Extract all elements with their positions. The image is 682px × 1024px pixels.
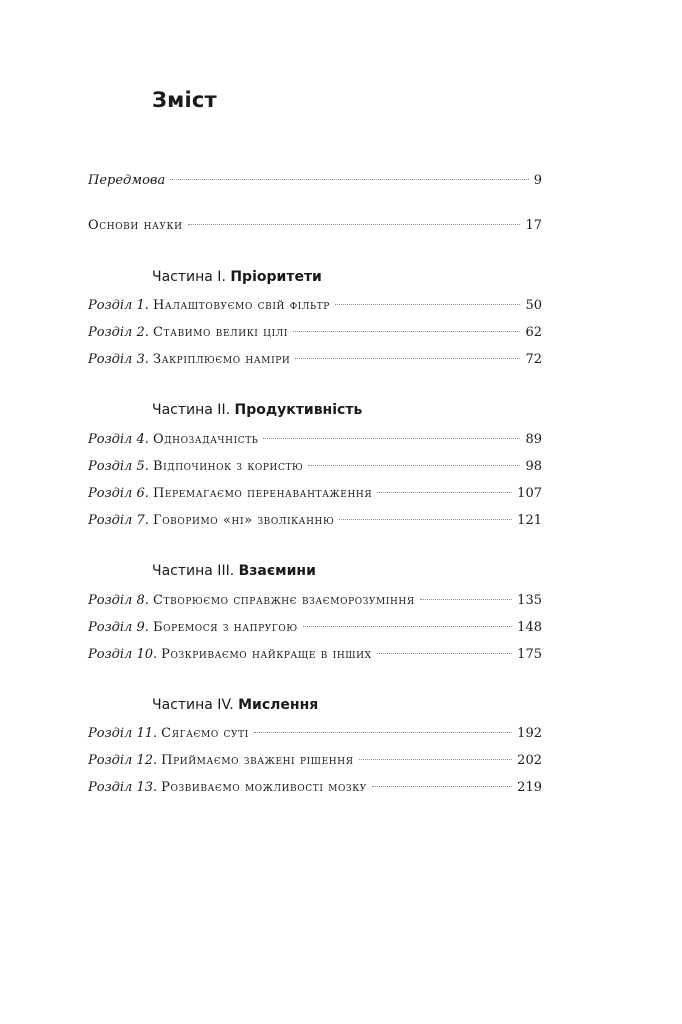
toc-entry-page: 135 (517, 593, 542, 608)
toc-entry-title: Налаштовуємо свій фільтр (153, 298, 330, 313)
part-heading-4[interactable] (152, 697, 318, 713)
toc-entry-label: Розділ 3. (88, 352, 149, 367)
toc-entry-chapter-12[interactable] (88, 751, 542, 771)
dot-leader (188, 224, 521, 225)
toc-entry-page: 17 (525, 218, 542, 233)
toc-entry-title: Створюємо справжнє взаєморозуміння (153, 593, 415, 608)
dot-leader (372, 786, 512, 787)
dot-leader (339, 519, 512, 520)
toc-entry-label: Розділ 6. (88, 486, 149, 501)
toc-entry-science-basics[interactable] (88, 216, 542, 236)
toc-entry-chapter-4[interactable] (88, 430, 542, 450)
dot-leader (377, 653, 513, 654)
toc-entry-page: 202 (517, 753, 542, 768)
part-name: Взаємини (238, 563, 316, 579)
part-name: Продуктивність (234, 402, 363, 418)
dot-leader (170, 179, 529, 180)
dot-leader (308, 465, 520, 466)
part-name: Пріоритети (230, 269, 322, 285)
part-heading-2[interactable] (152, 402, 362, 418)
toc-entry-label: Розділ 12. (88, 753, 158, 768)
dot-leader (377, 492, 512, 493)
toc-entry-chapter-7[interactable] (88, 511, 542, 531)
toc-entry-label: Розділ 2. (88, 325, 149, 340)
page-title: Зміст (152, 88, 217, 112)
dot-leader (303, 626, 512, 627)
toc-entry-label: Розділ 8. (88, 593, 149, 608)
part-number: Частина IV. (152, 697, 234, 713)
toc-entry-page: 121 (517, 513, 542, 528)
part-number: Частина III. (152, 563, 235, 579)
toc-entry-title: Відпочинок з користю (153, 459, 304, 474)
part-heading-1[interactable] (152, 269, 322, 285)
toc-entry-label: Розділ 4. (88, 432, 149, 447)
toc-entry-title: Боремося з напругою (153, 620, 298, 635)
toc-entry-page: 72 (525, 352, 542, 367)
toc-entry-chapter-5[interactable] (88, 457, 542, 477)
toc-entry-chapter-8[interactable] (88, 591, 542, 611)
toc-entry-label: Розділ 9. (88, 620, 149, 635)
toc-entry-page: 89 (525, 432, 542, 447)
toc-entry-chapter-3[interactable] (88, 350, 542, 370)
dot-leader (335, 304, 520, 305)
part-number: Частина I. (152, 269, 226, 285)
toc-entry-chapter-6[interactable] (88, 484, 542, 504)
toc-entry-chapter-11[interactable] (88, 724, 542, 744)
part-number: Частина II. (152, 402, 231, 418)
part-heading-3[interactable] (152, 563, 316, 579)
toc-entry-foreword[interactable] (88, 171, 542, 191)
toc-entry-page: 175 (517, 647, 542, 662)
toc-entry-page: 192 (517, 726, 542, 741)
toc-entry-label: Розділ 5. (88, 459, 149, 474)
toc-entry-chapter-1[interactable] (88, 296, 542, 316)
dot-leader (295, 358, 520, 359)
toc-entry-label: Розділ 13. (88, 780, 158, 795)
part-name: Мислення (238, 697, 319, 713)
toc-entry-page: 98 (525, 459, 542, 474)
toc-entry-label: Розділ 7. (88, 513, 149, 528)
toc-entry-title: Однозадачність (153, 432, 259, 447)
dot-leader (254, 732, 512, 733)
toc-entry-page: 50 (525, 298, 542, 313)
toc-entry-label: Розділ 1. (88, 298, 149, 313)
toc-entry-title: Приймаємо зважені рішення (161, 753, 354, 768)
toc-entry-title: Розвиваємо можливості мозку (161, 780, 367, 795)
toc-entry-page: 9 (533, 173, 542, 188)
dot-leader (263, 438, 520, 439)
toc-entry-title: Закріплюємо наміри (153, 352, 291, 367)
toc-entry-title: Розкриваємо найкраще в інших (161, 647, 372, 662)
dot-leader (420, 599, 512, 600)
toc-entry-page: 219 (517, 780, 542, 795)
toc-entry-chapter-10[interactable] (88, 645, 542, 665)
toc-entry-title: Перемагаємо перенавантаження (153, 486, 373, 501)
toc-entry-page: 148 (517, 620, 542, 635)
toc-entry-title: Основи науки (88, 218, 183, 233)
toc-entry-page: 107 (517, 486, 542, 501)
dot-leader (359, 759, 513, 760)
dot-leader (293, 331, 520, 332)
toc-entry-chapter-13[interactable] (88, 778, 542, 798)
toc-entry-label: Розділ 10. (88, 647, 158, 662)
toc-entry-label: Передмова (88, 173, 166, 188)
toc-entry-page: 62 (525, 325, 542, 340)
toc-entry-chapter-2[interactable] (88, 323, 542, 343)
toc-entry-chapter-9[interactable] (88, 618, 542, 638)
toc-entry-title: Сягаємо суті (161, 726, 249, 741)
toc-entry-title: Ставимо великі цілі (153, 325, 289, 340)
toc-entry-label: Розділ 11. (88, 726, 158, 741)
toc-entry-title: Говоримо «ні» зволіканню (153, 513, 335, 528)
